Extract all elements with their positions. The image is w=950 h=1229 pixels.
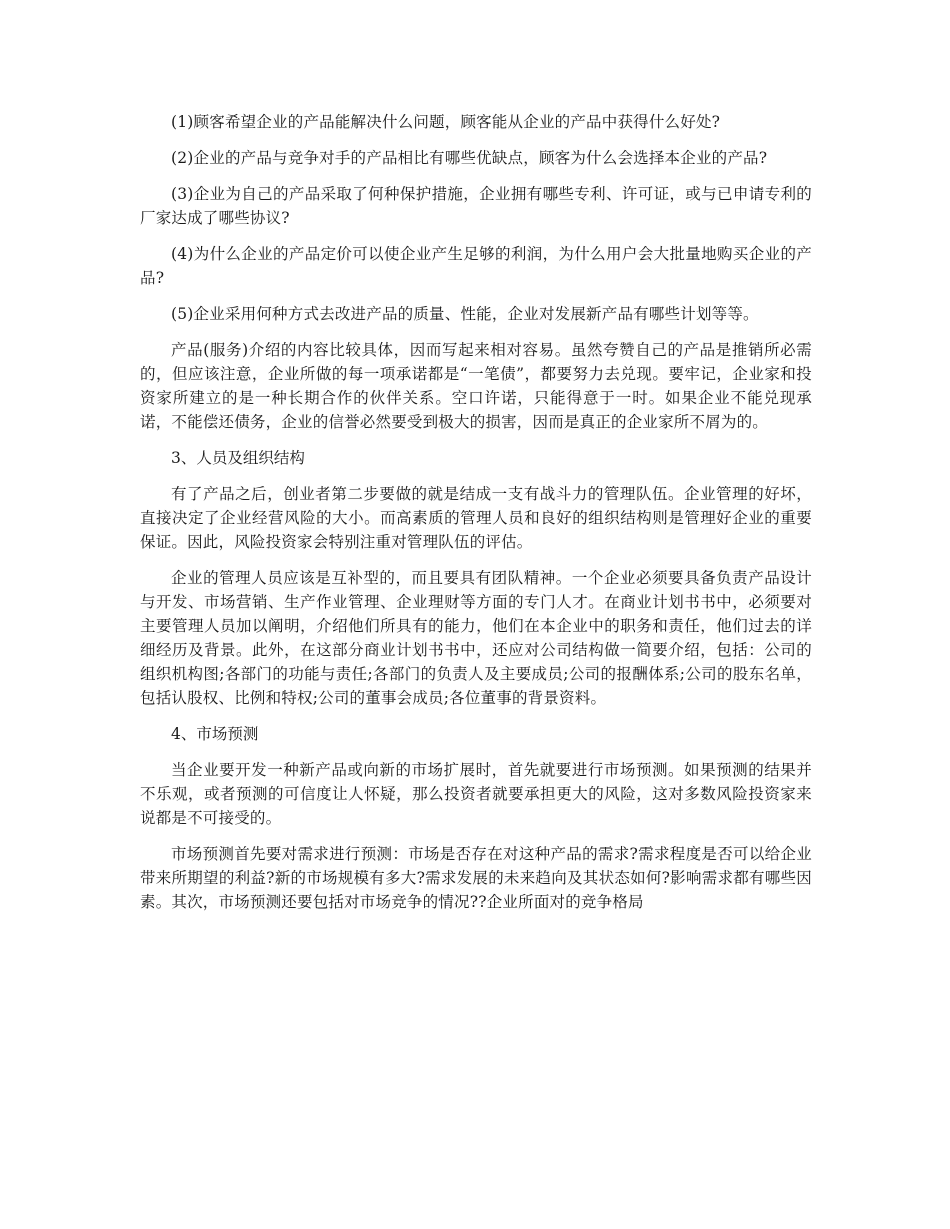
paragraph-question-3: (3)企业为自己的产品采取了何种保护措施，企业拥有哪些专利、许可证，或与已申请专利的厂家达成了哪些协议? <box>140 185 812 227</box>
paragraph-product-intro: 产品(服务)介绍的内容比较具体，因而写起来相对容易。虽然夸赞自己的产品是推销所必需的，但应该注意，企业所做的每一项承诺都是“一笔债”，都要努力去兑现。要牢记，企业家和投资家所建立的是一种长期合作的伙伴关系。空口许诺，只能得意于一时。如果企业不能兑现承诺，不能偿还债务，企业的信誉必然要受到极大的损害，因而是真正的企业家所不屑为的。 <box>140 341 812 431</box>
paragraph-question-4: (4)为什么企业的产品定价可以使企业产生足够的利润，为什么用户会大批量地购买企业的产品? <box>140 245 812 287</box>
paragraph-question-5: (5)企业采用何种方式去改进产品的质量、性能，企业对发展新产品有哪些计划等等。 <box>171 305 759 323</box>
section-heading-market-forecast: 4、市场预测 <box>171 725 259 743</box>
paragraph-market-forecast-intro: 当企业要开发一种新产品或向新的市场扩展时，首先就要进行市场预测。如果预测的结果并不乐观，或者预测的可信度让人怀疑，那么投资者就要承担更大的风险，这对多数风险投资家来说都是不可接受的。 <box>140 761 812 827</box>
paragraph-management-team: 有了产品之后，创业者第二步要做的就是结成一支有战斗力的管理队伍。企业管理的好坏，直接决定了企业经营风险的大小。而高素质的管理人员和良好的组织结构则是管理好企业的重要保证。因此，风险投资家会特别注重对管理队伍的评估。 <box>140 485 812 551</box>
paragraph-demand-forecast: 市场预测首先要对需求进行预测：市场是否存在对这种产品的需求?需求程度是否可以给企业带来所期望的利益?新的市场规模有多大?需求发展的未来趋向及其状态如何?影响需求都有哪些因素。其次，市场预测还要包括对市场竞争的情况??企业所面对的竞争格局 <box>140 845 812 911</box>
paragraph-management-structure: 企业的管理人员应该是互补型的，而且要具有团队精神。一个企业必须要具备负责产品设计与开发、市场营销、生产作业管理、企业理财等方面的专门人才。在商业计划书书中，必须要对主要管理人员加以阐明，介绍他们所具有的能力，他们在本企业中的职务和责任，他们过去的详细经历及背景。此外，在这部分商业计划书书中，还应对公司结构做一简要介绍，包括：公司的组织机构图;各部门的功能与责任;各部门的负责人及主要成员;公司的报酬体系;公司的股东名单，包括认股权、比例和特权;公司的董事会成员;各位董事的背景资料。 <box>140 569 812 707</box>
document-page <box>140 110 812 926</box>
paragraph-question-1: (1)顾客希望企业的产品能解决什么问题，顾客能从企业的产品中获得什么好处? <box>171 113 721 131</box>
section-heading-personnel: 3、人员及组织结构 <box>171 449 305 467</box>
paragraph-question-2: (2)企业的产品与竞争对手的产品相比有哪些优缺点，顾客为什么会选择本企业的产品? <box>171 149 768 167</box>
